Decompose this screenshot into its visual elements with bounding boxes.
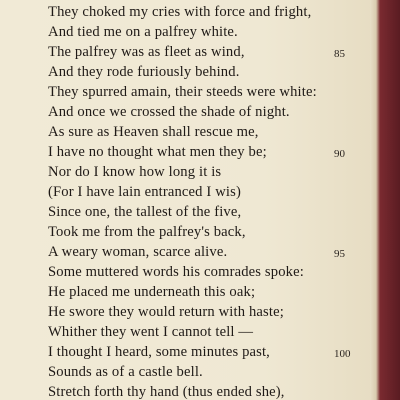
line-number: 95 — [334, 248, 345, 260]
poem-line: The palfrey was as fleet as wind, — [48, 44, 245, 60]
poem-line: I thought I heard, some minutes past, — [48, 344, 270, 360]
poem-line: He placed me underneath this oak; — [48, 284, 256, 300]
poem-line: Some muttered words his comrades spoke: — [48, 264, 304, 280]
poem-line: They choked my cries with force and fright, — [48, 4, 312, 20]
book-page-edge — [370, 0, 400, 400]
poem-line: I have no thought what men they be; — [48, 144, 267, 160]
poem-line: Sounds as of a castle bell. — [48, 364, 203, 380]
poem-line: Since one, the tallest of the five, — [48, 204, 242, 220]
poem-line: And once we crossed the shade of night. — [48, 104, 290, 120]
poem-line: As sure as Heaven shall rescue me, — [48, 124, 259, 140]
poem-line: They spurred amain, their steeds were white: — [48, 84, 317, 100]
poem-line: Stretch forth thy hand (thus ended she), — [48, 384, 285, 400]
poem-line: He swore they would return with haste; — [48, 304, 284, 320]
poem-line: A weary woman, scarce alive. — [48, 244, 228, 260]
poem-line: Whither they went I cannot tell — — [48, 324, 254, 340]
poem-line: Took me from the palfrey's back, — [48, 224, 246, 240]
line-number: 100 — [334, 348, 351, 360]
poem-line: And they rode furiously behind. — [48, 64, 240, 80]
poem-line: And tied me on a palfrey white. — [48, 24, 238, 40]
poem-line: Nor do I know how long it is — [48, 164, 222, 180]
line-number: 90 — [334, 148, 345, 160]
line-number: 85 — [334, 48, 345, 60]
poem-line: (For I have lain entranced I wis) — [48, 184, 241, 200]
